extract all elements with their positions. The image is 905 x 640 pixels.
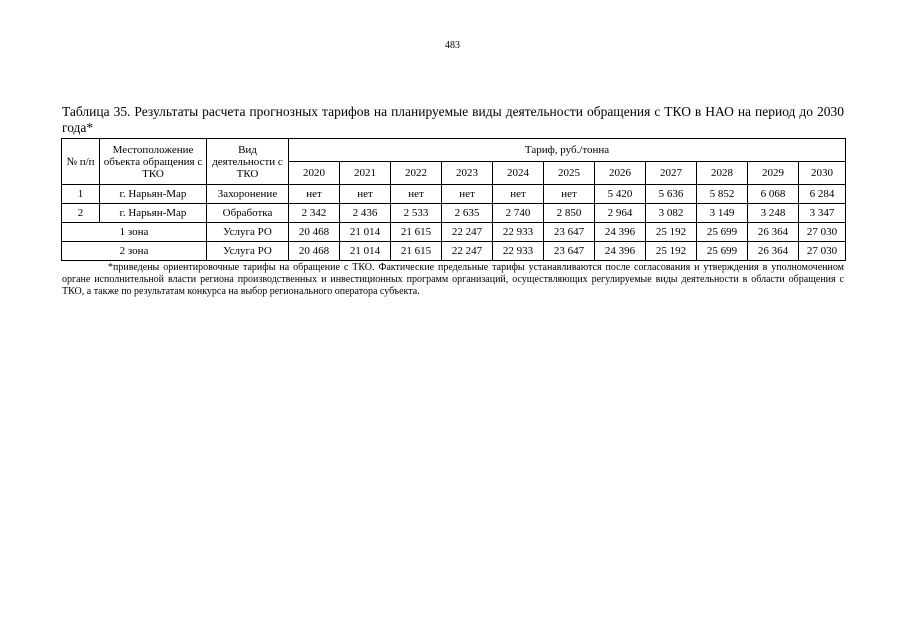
tariff-value: 2 964 bbox=[595, 204, 646, 223]
tariff-value: 2 740 bbox=[493, 204, 544, 223]
tariff-value: 23 647 bbox=[544, 223, 595, 242]
row-num: 2 bbox=[62, 204, 100, 223]
tariff-value: 6 068 bbox=[748, 185, 799, 204]
header-year: 2030 bbox=[799, 162, 846, 185]
zone-label: 2 зона bbox=[62, 242, 207, 261]
tariff-value: 5 852 bbox=[697, 185, 748, 204]
tariff-value: нет bbox=[340, 185, 391, 204]
header-year: 2025 bbox=[544, 162, 595, 185]
tariff-value: 25 192 bbox=[646, 223, 697, 242]
tariff-value: 2 436 bbox=[340, 204, 391, 223]
tariff-value: 3 248 bbox=[748, 204, 799, 223]
header-activity: Вид деятельности с ТКО bbox=[207, 139, 289, 185]
tariff-value: 27 030 bbox=[799, 223, 846, 242]
row-activity: Обработка bbox=[207, 204, 289, 223]
tariff-value: нет bbox=[289, 185, 340, 204]
tariff-value: 2 850 bbox=[544, 204, 595, 223]
tariff-value: нет bbox=[493, 185, 544, 204]
tariff-value: 5 636 bbox=[646, 185, 697, 204]
tariff-value: 20 468 bbox=[289, 242, 340, 261]
row-location: г. Нарьян-Мар bbox=[100, 204, 207, 223]
header-year: 2024 bbox=[493, 162, 544, 185]
tariff-value: 3 082 bbox=[646, 204, 697, 223]
tariff-value: нет bbox=[544, 185, 595, 204]
tariff-value: 2 533 bbox=[391, 204, 442, 223]
tariff-value: 25 192 bbox=[646, 242, 697, 261]
tariff-value: 21 615 bbox=[391, 242, 442, 261]
tariff-value: 24 396 bbox=[595, 242, 646, 261]
table-row bbox=[62, 185, 846, 204]
tariff-value: 25 699 bbox=[697, 223, 748, 242]
tariff-value: 5 420 bbox=[595, 185, 646, 204]
footnote bbox=[62, 262, 844, 298]
footnote-text: *приведены ориентировочные тарифы на обращение с ТКО. Фактические предельные тарифы устанавливаются после согласования и утверждения в уполномоченном органе исполнительной власти региона производственных и инвестиционных программ организаций, осуществляющих регулируемые виды деятельности в области обращения с ТКО, а также по результатам конкурса на выбор регионального оператора субъекта. bbox=[62, 262, 844, 297]
tariff-value: 22 933 bbox=[493, 242, 544, 261]
tariff-value: 23 647 bbox=[544, 242, 595, 261]
tariff-value: нет bbox=[442, 185, 493, 204]
tariff-value: нет bbox=[391, 185, 442, 204]
page-number: 483 bbox=[445, 40, 460, 51]
tariff-value: 2 635 bbox=[442, 204, 493, 223]
tariff-value: 2 342 bbox=[289, 204, 340, 223]
tariff-value: 22 933 bbox=[493, 223, 544, 242]
header-year: 2020 bbox=[289, 162, 340, 185]
zone-label: 1 зона bbox=[62, 223, 207, 242]
tariff-value: 27 030 bbox=[799, 242, 846, 261]
tariff-value: 26 364 bbox=[748, 223, 799, 242]
header-year: 2027 bbox=[646, 162, 697, 185]
tariff-value: 24 396 bbox=[595, 223, 646, 242]
tariff-value: 25 699 bbox=[697, 242, 748, 261]
zone-activity: Услуга РО bbox=[207, 242, 289, 261]
header-year: 2022 bbox=[391, 162, 442, 185]
header-year: 2029 bbox=[748, 162, 799, 185]
tariff-value: 6 284 bbox=[799, 185, 846, 204]
row-num: 1 bbox=[62, 185, 100, 204]
row-location: г. Нарьян-Мар bbox=[100, 185, 207, 204]
zone-row bbox=[62, 242, 846, 261]
tariff-value: 21 014 bbox=[340, 223, 391, 242]
header-year: 2023 bbox=[442, 162, 493, 185]
tariff-value: 3 347 bbox=[799, 204, 846, 223]
header-year: 2026 bbox=[595, 162, 646, 185]
tariff-value: 22 247 bbox=[442, 242, 493, 261]
tariff-value: 3 149 bbox=[697, 204, 748, 223]
header-year: 2028 bbox=[697, 162, 748, 185]
header-year: 2021 bbox=[340, 162, 391, 185]
zone-row bbox=[62, 223, 846, 242]
header-num: № п/п bbox=[62, 139, 100, 185]
header-location: Местоположение объекта обращения с ТКО bbox=[100, 139, 207, 185]
header-row-top bbox=[62, 139, 846, 162]
header-tariff: Тариф, руб./тонна bbox=[289, 139, 846, 162]
tariff-value: 26 364 bbox=[748, 242, 799, 261]
tariff-value: 22 247 bbox=[442, 223, 493, 242]
row-activity: Захоронение bbox=[207, 185, 289, 204]
tariff-value: 21 014 bbox=[340, 242, 391, 261]
table-caption: Таблица 35. Результаты расчета прогнозных тарифов на планируемые виды деятельности обращения с ТКО в НАО на период до 2030 года* bbox=[62, 104, 844, 135]
zone-activity: Услуга РО bbox=[207, 223, 289, 242]
tariff-table bbox=[61, 138, 846, 261]
tariff-value: 20 468 bbox=[289, 223, 340, 242]
tariff-value: 21 615 bbox=[391, 223, 442, 242]
table-row bbox=[62, 204, 846, 223]
